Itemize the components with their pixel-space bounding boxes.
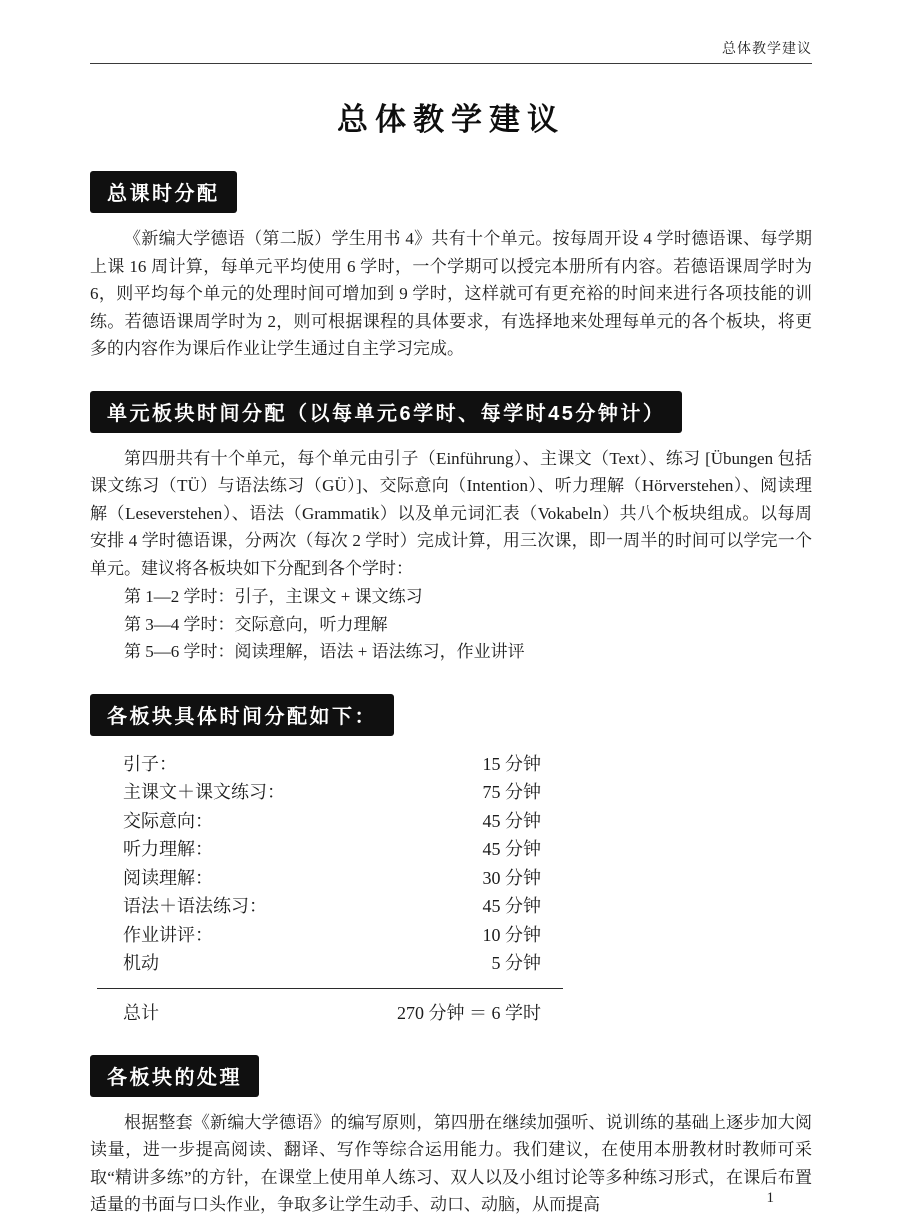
time-table-row (123, 835, 541, 864)
running-head (90, 38, 812, 64)
section-heading-block-time: 单元板块时间分配（以每单元6学时、每学时45分钟计） (90, 391, 682, 433)
page-number: 1 (766, 1190, 774, 1206)
paragraph-total-hours: 《新编大学德语（第二版）学生用书 4》共有十个单元。按每周开设 4 学时德语课、每学期上课 16 周计算，每单元平均使用 6 学时，一个学期可以授完本册所有内容。若德语课周学时为 6，则平均每个单元的处理时间可增加到 9 学时，这样就可有更充裕的时间来进行各项技能的训练。若德语课周学时为 2，则可根据课程的具体要求，有选择地来处理每单元的各个板块，将更多的内容作为课后作业让学生通过自主学习完成。 (90, 229, 812, 358)
time-table-label: 作业讲评： (123, 924, 213, 945)
time-table-row (123, 807, 541, 836)
section-heading-total-hours: 总课时分配 (90, 171, 237, 213)
page-title: 总体教学建议 (337, 102, 565, 137)
time-table-row (123, 949, 541, 978)
time-table-total-label: 总计 (123, 1002, 159, 1023)
hour-allocation-line: 第 1—2 学时：引子，主课文 + 课文练习 (124, 587, 423, 606)
time-table-value: 15 分钟 (482, 753, 541, 774)
time-table-label: 语法＋语法练习： (123, 896, 267, 916)
time-table-label: 交际意向： (123, 810, 213, 831)
time-table-row (123, 921, 541, 950)
time-table-value: 30 分钟 (482, 867, 541, 888)
hour-allocation-line: 第 5—6 学时：阅读理解，语法 + 语法练习，作业讲评 (124, 642, 525, 661)
paragraph-block-time: 第四册共有十个单元，每个单元由引子（Einführung）、主课文（Text）、练习 [Übungen 包括课文练习（TÜ）与语法练习（GÜ）]、交际意向（Intention）、听力理解（Hörverstehen）、阅读理解（Leseverstehen）、语法（Grammatik）以及单元词汇表（Vokabeln）共八个板块组成。以每周安排 4 学时德语课，分两次（每次 2 学时）完成计算，用三次课，即一周半的时间可以学完一个单元。建议将各板块如下分配到各个学时： (90, 448, 812, 578)
time-table-divider (97, 988, 563, 989)
time-table-label: 阅读理解： (123, 867, 213, 888)
time-table-label: 引子： (123, 753, 177, 774)
hour-allocation-line: 第 3—4 学时：交际意向，听力理解 (124, 614, 388, 634)
time-table-value: 45 分钟 (482, 896, 541, 916)
time-table-value: 5 分钟 (491, 953, 541, 973)
time-table-total-row (123, 999, 541, 1027)
time-table-value: 45 分钟 (482, 810, 541, 831)
time-table-label: 主课文＋课文练习： (123, 782, 285, 802)
time-table-value: 45 分钟 (482, 839, 541, 859)
hour-allocation-list (90, 583, 812, 666)
section-heading-time-table: 各板块具体时间分配如下： (90, 694, 394, 736)
section-heading-handling: 各板块的处理 (90, 1055, 259, 1097)
time-table-value: 75 分钟 (482, 782, 541, 802)
time-table (123, 750, 541, 1027)
running-head-text: 总体教学建议 (722, 42, 812, 57)
time-table-row (123, 778, 541, 807)
time-table-label: 机动 (123, 953, 159, 973)
time-table-row (123, 864, 541, 893)
time-table-label: 听力理解： (123, 839, 213, 859)
time-table-row (123, 750, 541, 779)
time-table-total-value: 270 分钟 ＝ 6 学时 (397, 1002, 541, 1023)
time-table-value: 10 分钟 (482, 924, 541, 945)
paragraph-handling: 根据整套《新编大学德语》的编写原则，第四册在继续加强听、说训练的基础上逐步加大阅读量，进一步提高阅读、翻译、写作等综合运用能力。我们建议，在使用本册教材时教师可采取“精讲多练”的方针，在课堂上使用单人练习、双人以及小组讨论等多种练习形式，在课后布置适量的书面与口头作业，争取多让学生动手、动口、动脑，从而提高 (90, 1112, 812, 1214)
time-table-row (123, 892, 541, 921)
